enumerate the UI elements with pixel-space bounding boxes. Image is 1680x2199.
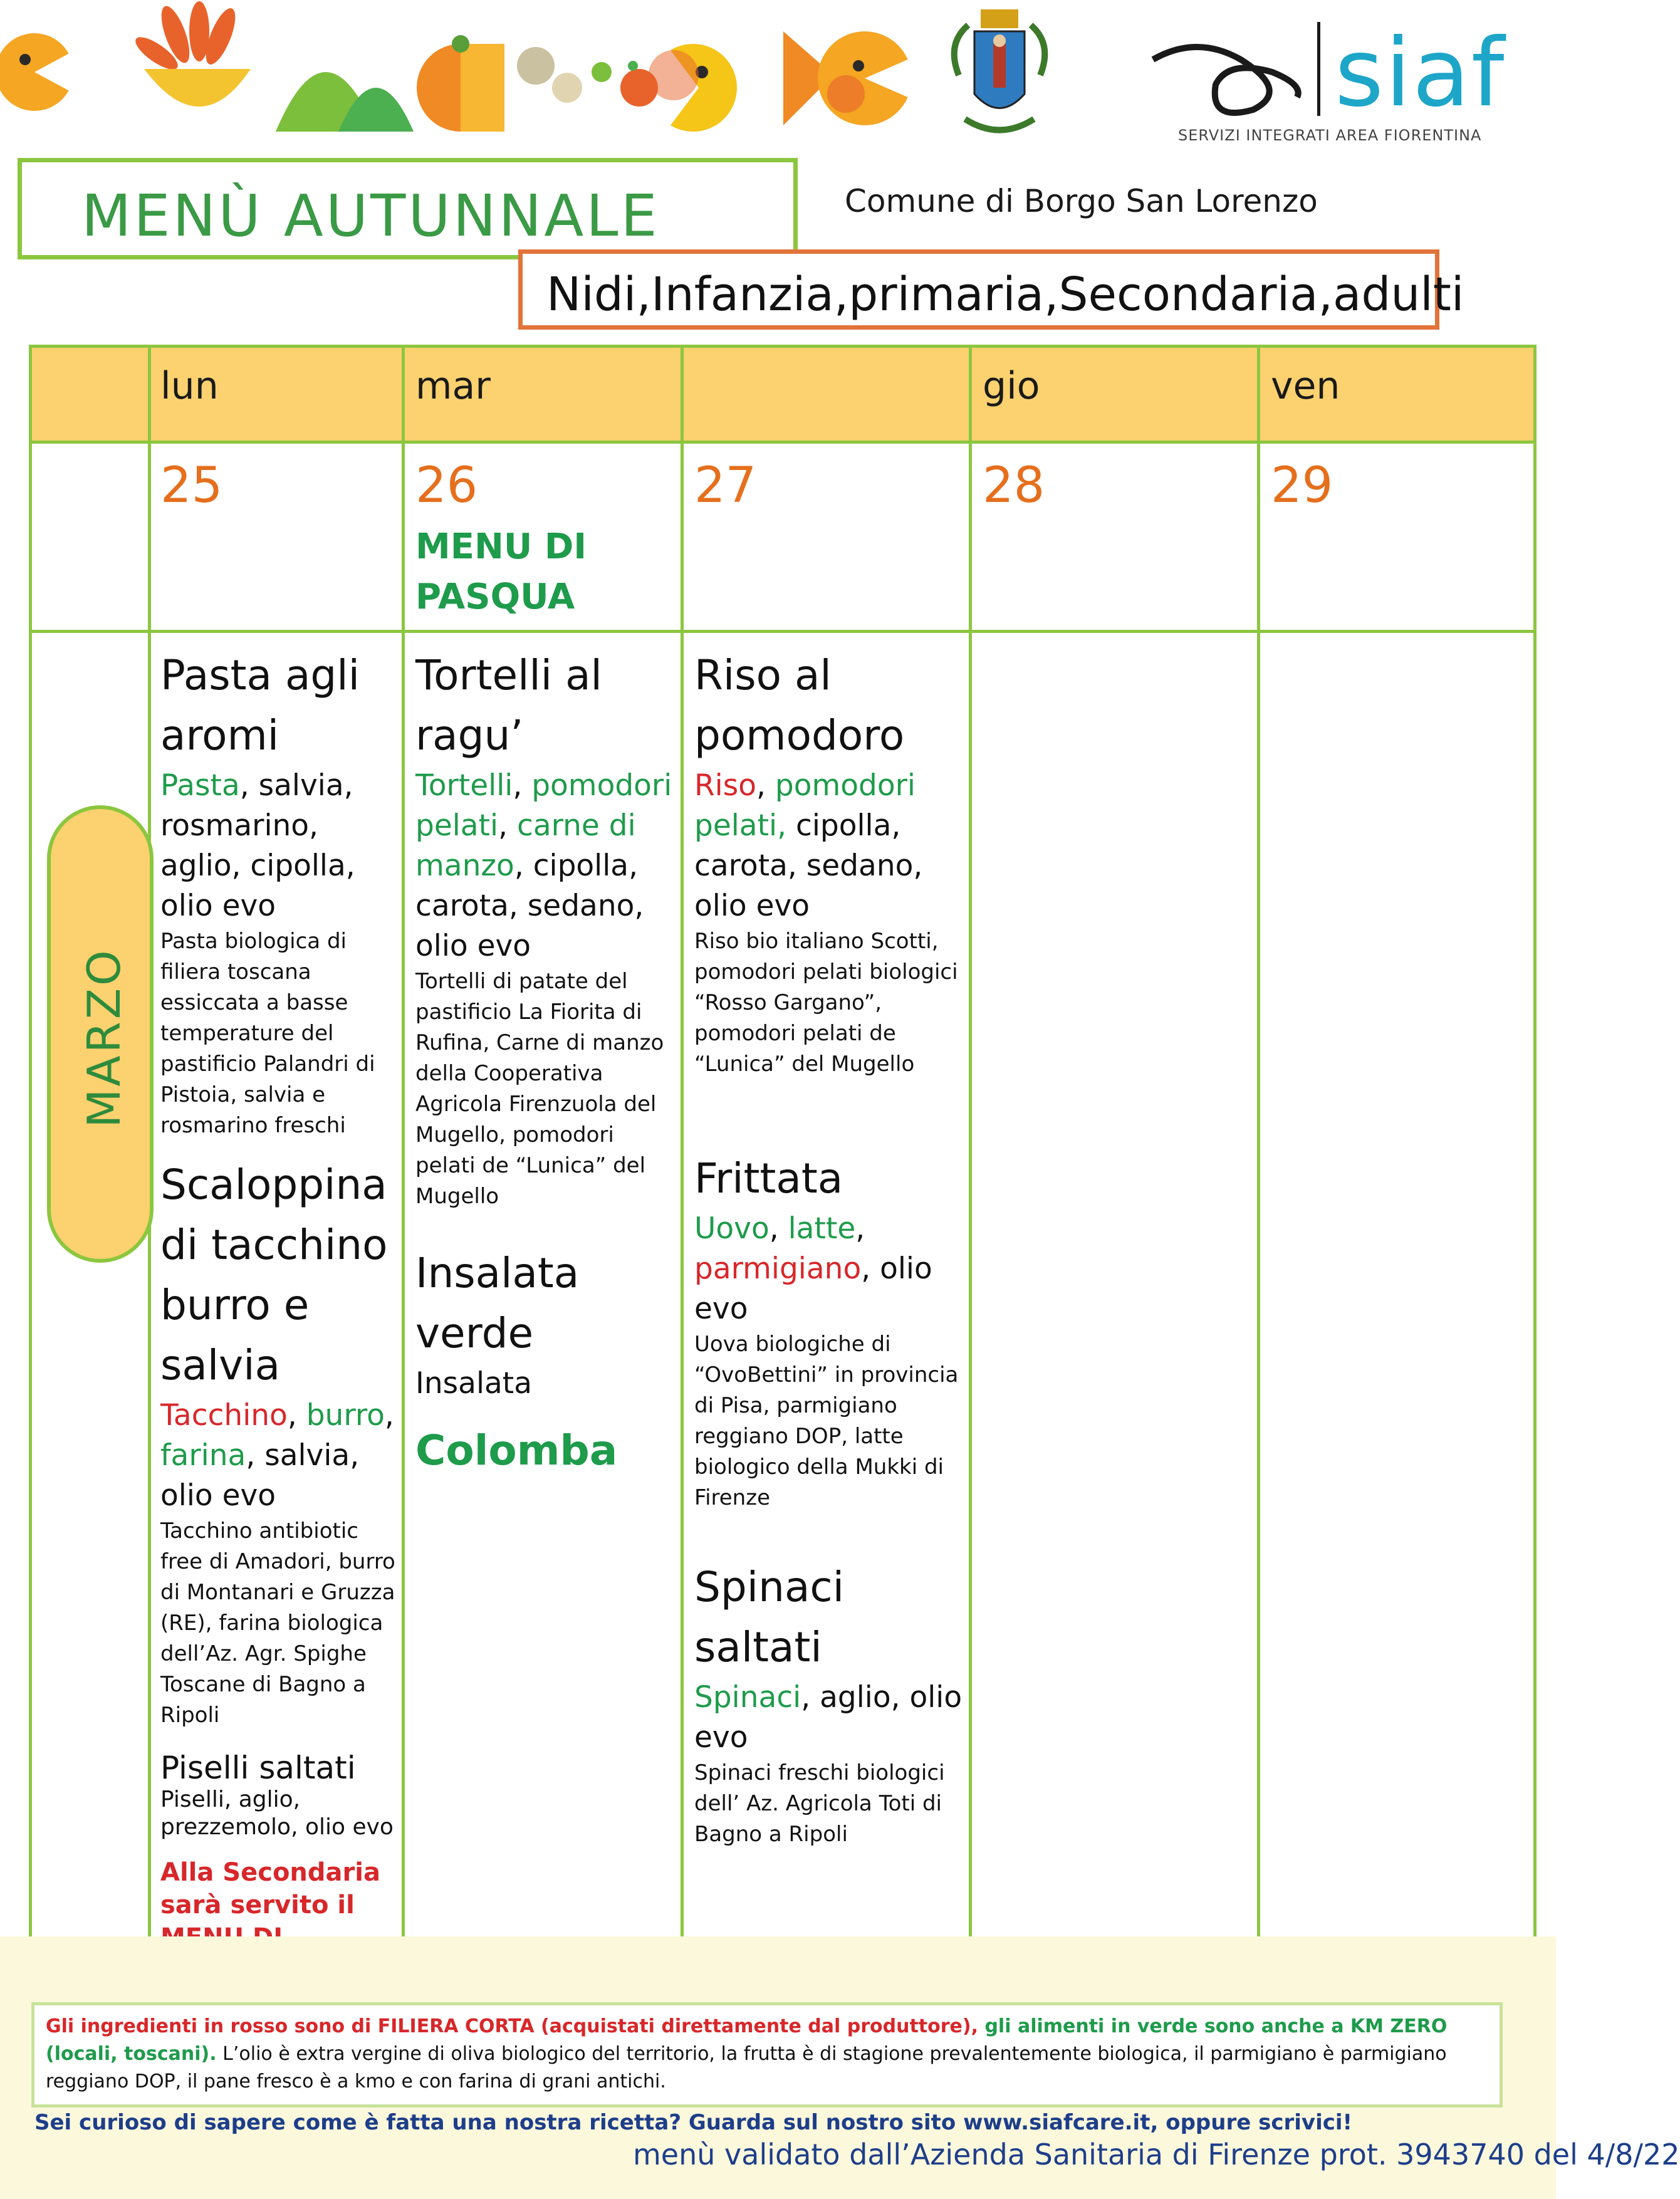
dish-ingredients (415, 766, 679, 966)
target-box (518, 249, 1464, 330)
page-title: MENÙ AUTUNNALE (81, 182, 660, 249)
dish-ingredients (694, 1678, 965, 1758)
siaf-swirl-icon (1147, 34, 1310, 122)
ingredient-km-zero: burro (306, 1398, 385, 1433)
date-ven: 29 (1271, 457, 1333, 514)
dish-title: Tortelli al ragu’ (415, 651, 602, 760)
ingredient-km-zero: farina (160, 1438, 246, 1473)
dish-title: Spinaci saltati (694, 1563, 845, 1671)
ingredient-filiera-corta: Tacchino (160, 1398, 288, 1433)
ingredient-text: , cipolla, carota, sedano, olio evo (415, 849, 644, 963)
ingredient-text: , (384, 1398, 394, 1433)
target-audience: Nidi,Infanzia,primaria,Secondaria,adulti (546, 268, 1464, 321)
ingredient-km-zero: pomodori pelati (415, 768, 672, 843)
ingredient-text: , olio evo (694, 1251, 932, 1326)
dish-note: Pasta biologica di filiera toscana essiccata a basse temperature del pastificio Palandri di Pistoia, salvia e rosmarino freschi (160, 929, 375, 1138)
dish-title: Piselli saltati (160, 1750, 356, 1786)
dish-ingredients (694, 1209, 965, 1329)
dish-ingredients (694, 766, 965, 926)
day-name-lun: lun (160, 364, 219, 408)
ingredient-filiera-corta: Riso (694, 768, 756, 803)
fruit-illustration-banner (0, 0, 771, 150)
fruit-illustration-right (783, 19, 934, 138)
grid-line (681, 348, 684, 1980)
ingredient-legend (31, 2002, 1503, 2108)
validation-note: menù validato dall’Azienda Sanitaria di Firenze prot. 3943740 del 4/8/22 (633, 2138, 1680, 2171)
dish-note: Piselli, aglio, prezzemolo, olio evo (160, 1787, 394, 1840)
ingredient-km-zero: Spinaci (694, 1680, 801, 1715)
siaf-logo (1147, 19, 1529, 150)
dish-title: Frittata (694, 1154, 843, 1203)
dish-title: Scaloppina di tacchino burro e salvia (160, 1161, 388, 1389)
month-label-pill (47, 805, 154, 1263)
logo-subtitle: SERVIZI INTEGRATI AREA FIORENTINA (1178, 127, 1482, 144)
dish-title: Riso al pomodoro (694, 651, 905, 760)
day-name-ven: ven (1271, 364, 1340, 408)
ingredient-text: , salvia, olio evo (160, 1438, 360, 1513)
dish-note: Tacchino antibiotic free di Amadori, burro di Montanari e Gruzza (RE), farina biologica dell’Az. Agr. Spighe Toscane di Bagno a Ripoli (160, 1518, 395, 1728)
grid-line (402, 348, 405, 1980)
dish-title: Insalata verde (415, 1249, 580, 1357)
ingredient-km-zero: Pasta (160, 768, 240, 803)
ingredient-text: , (287, 1398, 306, 1433)
date-mer: 27 (694, 457, 757, 514)
day-name-mar: mar (415, 364, 491, 408)
grid-line (969, 348, 972, 1980)
recipe-website-note: Sei curioso di sapere come è fatta una nostra ricetta? Guarda sul nostro sito www.siafcare.it, oppure scrivici! (34, 2110, 1353, 2135)
dish-ingredients (160, 766, 399, 926)
dish-title: Pasta agli aromi (160, 651, 360, 760)
ingredient-text: , (769, 1211, 788, 1246)
dish-note: Tortelli di patate del pastificio La Fiorita di Rufina, Carne di manzo della Cooperativa Agricola Firenzuola del Mugello, pomodori pelati de “Lunica” del Mugello (415, 969, 664, 1209)
day-name-gio: gio (983, 364, 1040, 408)
coat-of-arms-icon (940, 6, 1059, 141)
ingredient-text: , (513, 768, 532, 803)
grid-line (32, 630, 1533, 633)
ingredient-text: , (498, 808, 517, 843)
dessert-title: Colomba (415, 1426, 618, 1475)
dish-note: Spinaci freschi biologici dell’ Az. Agricola Toti di Bagno a Ripoli (694, 1760, 945, 1847)
ingredient-text: , aglio, olio evo (694, 1680, 963, 1755)
menu-column-mer (694, 645, 965, 1850)
logo-word: siaf (1335, 19, 1506, 128)
secondary-school-notice: Alla Secondaria sarà servito il (160, 1858, 380, 1920)
ingredient-text: , (855, 1211, 865, 1246)
logo-divider (1317, 22, 1320, 116)
grid-line (1257, 348, 1260, 1980)
ingredient-km-zero: carne di manzo (415, 808, 636, 883)
dish-note: Uova biologiche di “OvoBettini” in provincia di Pisa, parmigiano reggiano DOP, latte biologico della Mukki di Firenze (694, 1332, 959, 1510)
date-mar: 26 (415, 457, 478, 514)
date-gio: 28 (983, 457, 1045, 514)
month-label: MARZO (78, 948, 130, 1128)
menu-grid (29, 345, 1537, 1983)
ingredient-text: cipolla, carota, sedano, olio evo (694, 808, 923, 923)
menu-column-lun (160, 645, 399, 1987)
ingredient-text: , (756, 768, 775, 803)
legend-km-zero: gli alimenti in verde sono anche a KM ZERO (locali, toscani). (46, 2015, 1448, 2065)
legend-filiera-corta: Gli ingredienti in rosso sono di FILIERA CORTA (acquistati direttamente dal produttore), (46, 2015, 979, 2037)
menu-column-mar (415, 645, 679, 1475)
title-box (18, 158, 798, 259)
grid-line (32, 441, 1533, 444)
easter-menu-label: MENU DI PASQUA (415, 526, 587, 617)
ingredient-km-zero: Tortelli (415, 768, 513, 803)
ingredient-text: , salvia, rosmarino, aglio, cipolla, olio evo (160, 768, 355, 923)
municipality-name: Comune di Borgo San Lorenzo (845, 183, 1318, 219)
ingredient-km-zero: pomodori pelati, (694, 768, 916, 843)
dish-ingredients: Insalata (415, 1366, 533, 1401)
legend-text: L’olio è extra vergine di oliva biologico del territorio, la frutta è di stagione prevalentemente biologica, il parmigiano è parmigiano reggiano DOP, il pane fresco è a kmo e con farina di grani antichi. (46, 2043, 1447, 2092)
dish-note: Riso bio italiano Scotti, pomodori pelati biologici “Rosso Gargano”, pomodori pelati de “Lunica” del Mugello (694, 929, 958, 1077)
date-lun: 25 (160, 457, 223, 514)
ingredient-filiera-corta: parmigiano (694, 1251, 862, 1286)
dish-ingredients (160, 1396, 399, 1516)
ingredient-km-zero: Uovo (694, 1211, 770, 1246)
ingredient-km-zero: latte (788, 1211, 856, 1246)
